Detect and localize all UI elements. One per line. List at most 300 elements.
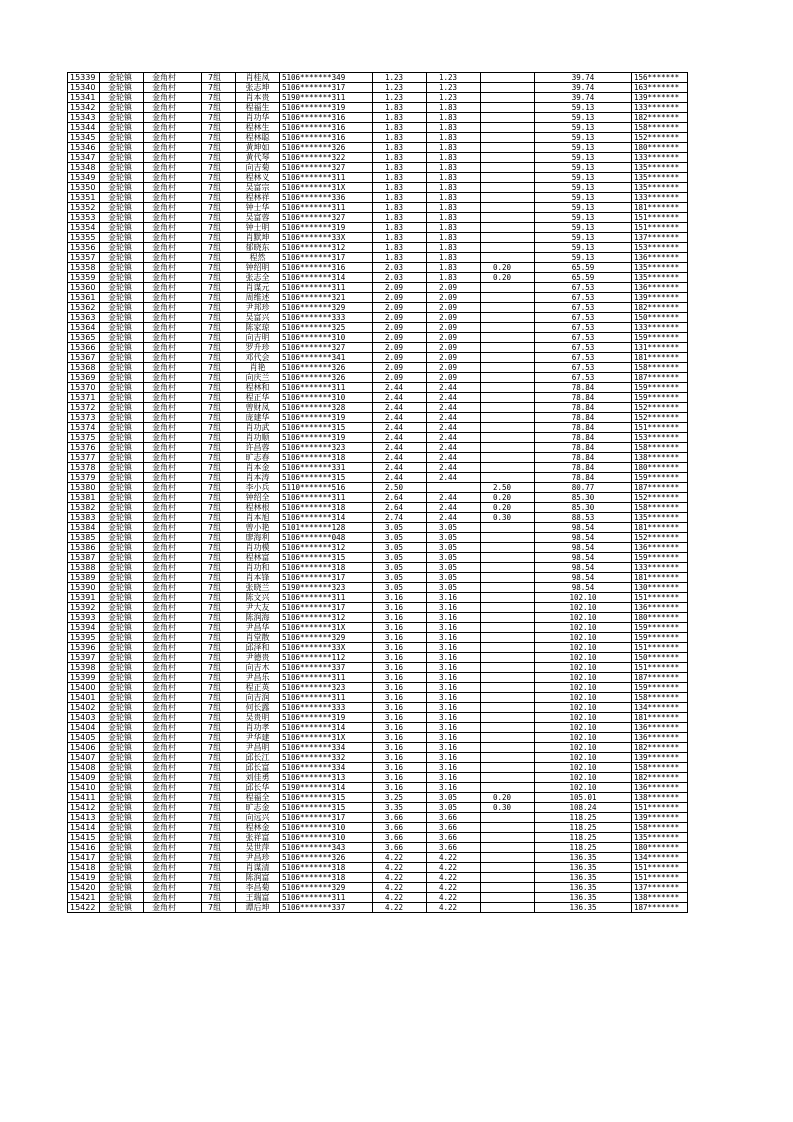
- phone-cell: 136*******: [632, 543, 688, 553]
- area-total-cell: 1.83: [373, 243, 427, 253]
- area-a-cell: 3.16: [427, 603, 481, 613]
- phone-cell: 151*******: [632, 593, 688, 603]
- town-cell: 金轮镇: [100, 723, 144, 733]
- amount-cell: 102.10: [535, 603, 632, 613]
- area-b-cell: [481, 833, 535, 843]
- area-b-cell: [481, 383, 535, 393]
- phone-cell: 152*******: [632, 493, 688, 503]
- area-total-cell: 3.16: [373, 643, 427, 653]
- id-number-cell: 5106*******315: [280, 473, 373, 483]
- town-cell: 金轮镇: [100, 143, 144, 153]
- id-number-cell: 5106*******310: [280, 833, 373, 843]
- village-cell: 金角村: [144, 193, 202, 203]
- table-row: [68, 143, 688, 153]
- area-a-cell: 1.83: [427, 193, 481, 203]
- town-cell: 金轮镇: [100, 793, 144, 803]
- row-number: 15407: [68, 753, 100, 763]
- town-cell: 金轮镇: [100, 353, 144, 363]
- area-a-cell: 1.83: [427, 233, 481, 243]
- town-cell: 金轮镇: [100, 753, 144, 763]
- town-cell: 金轮镇: [100, 893, 144, 903]
- name-cell: 程林和: [236, 383, 280, 393]
- id-number-cell: 5106*******319: [280, 223, 373, 233]
- group-cell: 7组: [202, 483, 236, 493]
- area-a-cell: 3.05: [427, 573, 481, 583]
- id-number-cell: 5106*******317: [280, 813, 373, 823]
- area-total-cell: 1.83: [373, 163, 427, 173]
- village-cell: 金角村: [144, 853, 202, 863]
- phone-cell: 151*******: [632, 873, 688, 883]
- area-b-cell: [481, 783, 535, 793]
- phone-cell: 152*******: [632, 133, 688, 143]
- amount-cell: 39.74: [535, 93, 632, 103]
- id-number-cell: 5106*******310: [280, 823, 373, 833]
- row-number: 15379: [68, 473, 100, 483]
- area-b-cell: [481, 293, 535, 303]
- id-number-cell: 5106*******314: [280, 723, 373, 733]
- village-cell: 金角村: [144, 863, 202, 873]
- area-a-cell: 1.83: [427, 253, 481, 263]
- town-cell: 金轮镇: [100, 243, 144, 253]
- group-cell: 7组: [202, 653, 236, 663]
- area-total-cell: 2.44: [373, 453, 427, 463]
- area-a-cell: 1.23: [427, 83, 481, 93]
- group-cell: 7组: [202, 433, 236, 443]
- id-number-cell: 5106*******327: [280, 213, 373, 223]
- table-row: [68, 813, 688, 823]
- group-cell: 7组: [202, 113, 236, 123]
- table-row: [68, 893, 688, 903]
- area-b-cell: [481, 813, 535, 823]
- area-b-cell: [481, 423, 535, 433]
- village-cell: 金角村: [144, 623, 202, 633]
- name-cell: 尹大友: [236, 603, 280, 613]
- table-row: [68, 783, 688, 793]
- area-a-cell: 1.83: [427, 213, 481, 223]
- area-a-cell: [427, 483, 481, 493]
- town-cell: 金轮镇: [100, 803, 144, 813]
- phone-cell: 138*******: [632, 893, 688, 903]
- id-number-cell: 5106*******332: [280, 753, 373, 763]
- name-cell: 肖桂凤: [236, 73, 280, 83]
- amount-cell: 59.13: [535, 223, 632, 233]
- name-cell: 程然: [236, 253, 280, 263]
- area-a-cell: 2.09: [427, 363, 481, 373]
- table-row: [68, 653, 688, 663]
- area-total-cell: 3.16: [373, 743, 427, 753]
- area-a-cell: 2.44: [427, 463, 481, 473]
- area-b-cell: [481, 603, 535, 613]
- area-b-cell: [481, 853, 535, 863]
- group-cell: 7组: [202, 383, 236, 393]
- group-cell: 7组: [202, 163, 236, 173]
- name-cell: 向吉木: [236, 663, 280, 673]
- table-row: [68, 233, 688, 243]
- phone-cell: 181*******: [632, 573, 688, 583]
- group-cell: 7组: [202, 573, 236, 583]
- amount-cell: 136.35: [535, 863, 632, 873]
- table-row: [68, 453, 688, 463]
- village-cell: 金角村: [144, 373, 202, 383]
- row-number: 15362: [68, 303, 100, 313]
- row-number: 15373: [68, 413, 100, 423]
- amount-cell: 98.54: [535, 553, 632, 563]
- phone-cell: 156*******: [632, 73, 688, 83]
- table-row: [68, 823, 688, 833]
- area-a-cell: 3.16: [427, 773, 481, 783]
- phone-cell: 180*******: [632, 463, 688, 473]
- village-cell: 金角村: [144, 693, 202, 703]
- row-number: 15415: [68, 833, 100, 843]
- name-cell: 程林根: [236, 503, 280, 513]
- area-total-cell: 2.03: [373, 263, 427, 273]
- name-cell: 肖功模: [236, 543, 280, 553]
- group-cell: 7组: [202, 193, 236, 203]
- table-row: [68, 723, 688, 733]
- group-cell: 7组: [202, 643, 236, 653]
- table-row: [68, 93, 688, 103]
- phone-cell: 133*******: [632, 193, 688, 203]
- table-row: [68, 223, 688, 233]
- area-a-cell: 4.22: [427, 893, 481, 903]
- name-cell: 钟绍明: [236, 263, 280, 273]
- group-cell: 7组: [202, 143, 236, 153]
- area-a-cell: 3.16: [427, 693, 481, 703]
- amount-cell: 67.53: [535, 323, 632, 333]
- area-total-cell: 3.16: [373, 713, 427, 723]
- name-cell: 程林义: [236, 173, 280, 183]
- id-number-cell: 5106*******311: [280, 173, 373, 183]
- phone-cell: 181*******: [632, 713, 688, 723]
- group-cell: 7组: [202, 553, 236, 563]
- name-cell: 何长露: [236, 703, 280, 713]
- area-b-cell: [481, 283, 535, 293]
- table-row: [68, 353, 688, 363]
- phone-cell: 182*******: [632, 303, 688, 313]
- area-b-cell: [481, 163, 535, 173]
- village-cell: 金角村: [144, 723, 202, 733]
- area-a-cell: 2.44: [427, 413, 481, 423]
- town-cell: 金轮镇: [100, 573, 144, 583]
- table-row: [68, 623, 688, 633]
- id-number-cell: 5106*******328: [280, 403, 373, 413]
- phone-cell: 135*******: [632, 263, 688, 273]
- town-cell: 金轮镇: [100, 673, 144, 683]
- group-cell: 7组: [202, 753, 236, 763]
- area-b-cell: [481, 653, 535, 663]
- village-cell: 金角村: [144, 173, 202, 183]
- row-number: 15386: [68, 543, 100, 553]
- phone-cell: 187*******: [632, 673, 688, 683]
- amount-cell: 98.54: [535, 583, 632, 593]
- phone-cell: 135*******: [632, 163, 688, 173]
- phone-cell: 151*******: [632, 863, 688, 873]
- id-number-cell: 5106*******048: [280, 533, 373, 543]
- group-cell: 7组: [202, 453, 236, 463]
- village-cell: 金角村: [144, 533, 202, 543]
- row-number: 15412: [68, 803, 100, 813]
- phone-cell: 180*******: [632, 843, 688, 853]
- row-number: 15368: [68, 363, 100, 373]
- name-cell: 肖本旭: [236, 513, 280, 523]
- row-number: 15358: [68, 263, 100, 273]
- town-cell: 金轮镇: [100, 713, 144, 723]
- village-cell: 金角村: [144, 843, 202, 853]
- row-number: 15344: [68, 123, 100, 133]
- group-cell: 7组: [202, 323, 236, 333]
- group-cell: 7组: [202, 243, 236, 253]
- amount-cell: 78.84: [535, 443, 632, 453]
- area-total-cell: 1.83: [373, 123, 427, 133]
- amount-cell: 118.25: [535, 833, 632, 843]
- phone-cell: 138*******: [632, 453, 688, 463]
- area-a-cell: 3.16: [427, 643, 481, 653]
- name-cell: 许昌蓉: [236, 443, 280, 453]
- area-b-cell: 0.20: [481, 503, 535, 513]
- area-b-cell: [481, 643, 535, 653]
- area-a-cell: 1.83: [427, 163, 481, 173]
- amount-cell: 67.53: [535, 353, 632, 363]
- village-cell: 金角村: [144, 83, 202, 93]
- id-number-cell: 5106*******318: [280, 873, 373, 883]
- name-cell: 肖功孝: [236, 723, 280, 733]
- area-total-cell: 1.83: [373, 233, 427, 243]
- phone-cell: 136*******: [632, 283, 688, 293]
- table-row: [68, 303, 688, 313]
- id-number-cell: 5106*******318: [280, 453, 373, 463]
- row-number: 15411: [68, 793, 100, 803]
- town-cell: 金轮镇: [100, 133, 144, 143]
- area-total-cell: 2.09: [373, 343, 427, 353]
- area-a-cell: 2.09: [427, 373, 481, 383]
- table-row: [68, 613, 688, 623]
- table-row: [68, 713, 688, 723]
- id-number-cell: 5106*******326: [280, 373, 373, 383]
- area-a-cell: 4.22: [427, 883, 481, 893]
- id-number-cell: 5106*******311: [280, 673, 373, 683]
- id-number-cell: 5106*******323: [280, 683, 373, 693]
- group-cell: 7组: [202, 633, 236, 643]
- phone-cell: 150*******: [632, 653, 688, 663]
- table-row: [68, 333, 688, 343]
- village-cell: 金角村: [144, 383, 202, 393]
- area-total-cell: 2.44: [373, 423, 427, 433]
- amount-cell: 102.10: [535, 623, 632, 633]
- phone-cell: 134*******: [632, 703, 688, 713]
- amount-cell: 102.10: [535, 753, 632, 763]
- group-cell: 7组: [202, 93, 236, 103]
- phone-cell: 152*******: [632, 413, 688, 423]
- phone-cell: 139*******: [632, 93, 688, 103]
- table-row: [68, 603, 688, 613]
- table-row: [68, 123, 688, 133]
- town-cell: 金轮镇: [100, 483, 144, 493]
- village-cell: 金角村: [144, 123, 202, 133]
- id-number-cell: 5106*******319: [280, 713, 373, 723]
- area-b-cell: [481, 623, 535, 633]
- amount-cell: 78.84: [535, 403, 632, 413]
- area-total-cell: 2.09: [373, 283, 427, 293]
- area-b-cell: [481, 153, 535, 163]
- area-a-cell: 4.22: [427, 903, 481, 913]
- area-b-cell: [481, 243, 535, 253]
- town-cell: 金轮镇: [100, 393, 144, 403]
- area-a-cell: 2.09: [427, 323, 481, 333]
- area-a-cell: 1.83: [427, 153, 481, 163]
- area-b-cell: [481, 843, 535, 853]
- village-cell: 金角村: [144, 793, 202, 803]
- id-number-cell: 5106*******311: [280, 383, 373, 393]
- phone-cell: 136*******: [632, 253, 688, 263]
- id-number-cell: 5106*******312: [280, 243, 373, 253]
- town-cell: 金轮镇: [100, 83, 144, 93]
- phone-cell: 139*******: [632, 813, 688, 823]
- id-number-cell: 5106*******311: [280, 593, 373, 603]
- area-total-cell: 2.44: [373, 403, 427, 413]
- area-total-cell: 3.05: [373, 563, 427, 573]
- amount-cell: 78.84: [535, 383, 632, 393]
- phone-cell: 133*******: [632, 153, 688, 163]
- row-number: 15420: [68, 883, 100, 893]
- phone-cell: 151*******: [632, 803, 688, 813]
- village-cell: 金角村: [144, 463, 202, 473]
- amount-cell: 102.10: [535, 593, 632, 603]
- table-row: [68, 283, 688, 293]
- table-row: [68, 373, 688, 383]
- group-cell: 7组: [202, 253, 236, 263]
- area-a-cell: 1.83: [427, 173, 481, 183]
- village-cell: 金角村: [144, 483, 202, 493]
- area-a-cell: 3.16: [427, 653, 481, 663]
- phone-cell: 137*******: [632, 883, 688, 893]
- row-number: 15353: [68, 213, 100, 223]
- table-row: [68, 253, 688, 263]
- row-number: 15393: [68, 613, 100, 623]
- row-number: 15410: [68, 783, 100, 793]
- village-cell: 金角村: [144, 223, 202, 233]
- town-cell: 金轮镇: [100, 153, 144, 163]
- row-number: 15391: [68, 593, 100, 603]
- area-a-cell: 3.16: [427, 713, 481, 723]
- group-cell: 7组: [202, 713, 236, 723]
- town-cell: 金轮镇: [100, 773, 144, 783]
- area-total-cell: 2.44: [373, 383, 427, 393]
- town-cell: 金轮镇: [100, 693, 144, 703]
- area-b-cell: [481, 463, 535, 473]
- table-row: [68, 513, 688, 523]
- phone-cell: 151*******: [632, 223, 688, 233]
- town-cell: 金轮镇: [100, 373, 144, 383]
- area-a-cell: 3.16: [427, 663, 481, 673]
- village-cell: 金角村: [144, 343, 202, 353]
- row-number: 15387: [68, 553, 100, 563]
- phone-cell: 180*******: [632, 143, 688, 153]
- village-cell: 金角村: [144, 823, 202, 833]
- row-number: 15406: [68, 743, 100, 753]
- row-number: 15422: [68, 903, 100, 913]
- phone-cell: 158*******: [632, 693, 688, 703]
- table-row: [68, 803, 688, 813]
- area-total-cell: 3.16: [373, 783, 427, 793]
- phone-cell: 135*******: [632, 513, 688, 523]
- village-cell: 金角村: [144, 423, 202, 433]
- village-cell: 金角村: [144, 233, 202, 243]
- group-cell: 7组: [202, 503, 236, 513]
- name-cell: 肖本锋: [236, 573, 280, 583]
- town-cell: 金轮镇: [100, 733, 144, 743]
- area-b-cell: [481, 563, 535, 573]
- town-cell: 金轮镇: [100, 263, 144, 273]
- village-cell: 金角村: [144, 213, 202, 223]
- id-number-cell: 5106*******326: [280, 143, 373, 153]
- phone-cell: 187*******: [632, 483, 688, 493]
- amount-cell: 78.84: [535, 413, 632, 423]
- area-b-cell: 0.20: [481, 793, 535, 803]
- table-row: [68, 873, 688, 883]
- area-b-cell: [481, 733, 535, 743]
- area-b-cell: [481, 413, 535, 423]
- phone-cell: 182*******: [632, 773, 688, 783]
- area-a-cell: 3.05: [427, 533, 481, 543]
- table-row: [68, 733, 688, 743]
- village-cell: 金角村: [144, 363, 202, 373]
- group-cell: 7组: [202, 893, 236, 903]
- table-row: [68, 213, 688, 223]
- area-a-cell: 3.05: [427, 793, 481, 803]
- area-total-cell: 4.22: [373, 863, 427, 873]
- area-a-cell: 2.44: [427, 513, 481, 523]
- id-number-cell: 5106*******318: [280, 563, 373, 573]
- name-cell: 肖功华: [236, 113, 280, 123]
- group-cell: 7组: [202, 783, 236, 793]
- group-cell: 7组: [202, 343, 236, 353]
- row-number: 15369: [68, 373, 100, 383]
- name-cell: 程林金: [236, 823, 280, 833]
- name-cell: 向庆兰: [236, 373, 280, 383]
- phone-cell: 158*******: [632, 123, 688, 133]
- table-row: [68, 633, 688, 643]
- phone-cell: 135*******: [632, 183, 688, 193]
- name-cell: 黄代琴: [236, 153, 280, 163]
- town-cell: 金轮镇: [100, 553, 144, 563]
- village-cell: 金角村: [144, 543, 202, 553]
- table-row: [68, 343, 688, 353]
- name-cell: 李小兵: [236, 483, 280, 493]
- row-number: 15361: [68, 293, 100, 303]
- amount-cell: 78.84: [535, 473, 632, 483]
- area-b-cell: [481, 183, 535, 193]
- area-b-cell: [481, 673, 535, 683]
- row-number: 15372: [68, 403, 100, 413]
- area-b-cell: [481, 173, 535, 183]
- area-total-cell: 1.83: [373, 113, 427, 123]
- village-cell: 金角村: [144, 703, 202, 713]
- id-number-cell: 5190*******314: [280, 783, 373, 793]
- village-cell: 金角村: [144, 603, 202, 613]
- row-number: 15367: [68, 353, 100, 363]
- area-total-cell: 1.83: [373, 253, 427, 263]
- village-cell: 金角村: [144, 283, 202, 293]
- name-cell: 肖功顺: [236, 433, 280, 443]
- name-cell: 钟士明: [236, 223, 280, 233]
- id-number-cell: 5106*******329: [280, 883, 373, 893]
- area-total-cell: 1.83: [373, 103, 427, 113]
- area-total-cell: 3.16: [373, 693, 427, 703]
- area-total-cell: 2.44: [373, 443, 427, 453]
- group-cell: 7组: [202, 733, 236, 743]
- amount-cell: 102.10: [535, 723, 632, 733]
- name-cell: 肖本涛: [236, 473, 280, 483]
